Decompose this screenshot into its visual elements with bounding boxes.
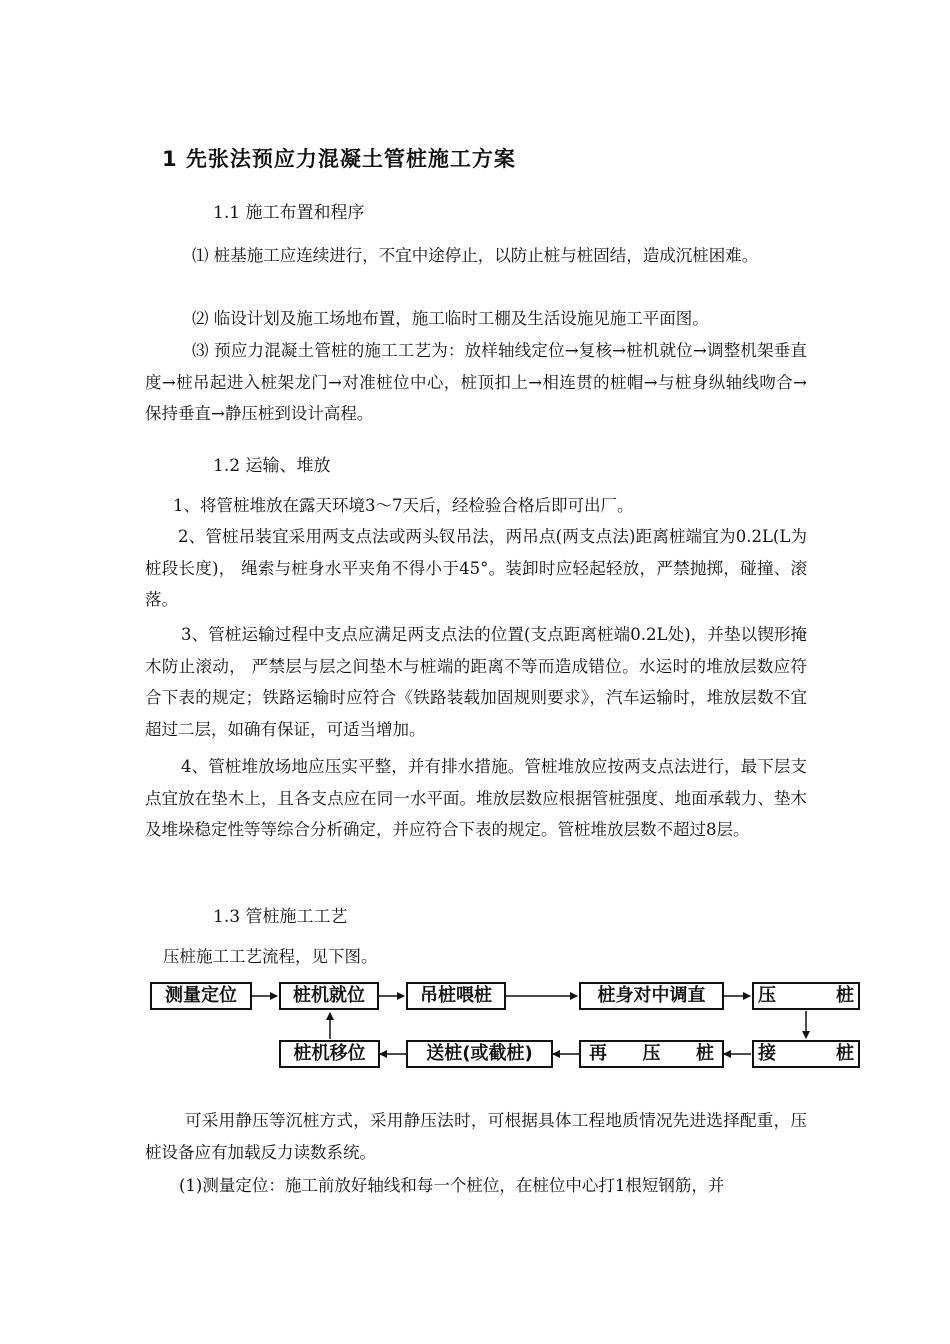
flow-box-label: 再 [589,1043,607,1064]
paragraph-flow-intro: 压桩施工工艺流程，见下图。 [163,947,378,966]
flow-box-press-again [579,1040,724,1068]
flow-box-send-or-cut-pile [406,1040,553,1068]
paragraph-6: 3、管桩运输过程中支点应满足两支点法的位置(支点距离桩端0.2L处)，并垫以锲形掩木防止滚动， 严禁层与层之间垫木与桩端的距离不等而造成错位。水运时的堆放层数应符合下表的规定；铁路运输时应符合《铁路装载加固规则要求》，汽车运输时，堆放层数不宜超过二层，如确有保证，可适当增加。 [145,625,807,739]
section-heading-1-1: 1.1 施工布置和程序 [213,203,365,223]
paragraph-7: 4、管桩堆放场地应压实平整，并有排水措施。管桩堆放应按两支点法进行，最下层支点宜放在垫木上，且各支点应在同一水平面。堆放层数应根据管桩强度、地面承载力、垫木及堆垛稳定性等等综合分析确定，并应符合下表的规定。管桩堆放层数不超过8层。 [145,757,807,839]
flow-box-label: 接 [758,1043,776,1064]
flow-box-label: 吊桩喂桩 [420,985,492,1006]
flow-box-label: 桩身对中调直 [597,985,706,1006]
flow-box-join-pile [752,1040,860,1068]
flow-box-label: 测量定位 [165,985,237,1006]
flow-box-label: 桩 [836,985,854,1006]
flow-box-label: 压 [642,1043,661,1064]
flow-box-measure-position [150,982,252,1010]
flow-box-lift-feed-pile [406,982,506,1010]
flow-box-label: 送桩(或截桩) [426,1043,533,1064]
flow-box-label: 桩 [696,1043,714,1064]
paragraph-2: ⑵ 临设计划及施工场地布置，施工临时工棚及生活设施见施工平面图。 [192,309,709,328]
flow-box-label: 桩机就位 [293,985,365,1006]
flow-box-align-pile-body [579,982,724,1010]
paragraph-4: 1、将管桩堆放在露天环境3～7天后，经检验合格后即可出厂。 [173,496,634,515]
section-heading-1-2: 1.2 运输、堆放 [213,456,331,476]
paragraph-9: 可采用静压等沉桩方式，采用静压法时，可根据具体工程地质情况先进选择配重，压桩设备应有加载反力读数系统。 [145,1111,807,1162]
flow-box-label: 桩 [836,1043,854,1064]
flow-box-pile-machine-in-place [279,982,379,1010]
paragraph-5: 2、管桩吊装宜采用两支点法或两头钗吊法，两吊点(两支点法)距离桩端宜为0.2L(L为桩段长度)， 绳索与桩身水平夹角不得小于45°。装卸时应轻起轻放，严禁抛掷，碰撞、滚落。 [145,527,807,609]
paragraph-10: (1)测量定位：施工前放好轴线和每一个桩位，在桩位中心打1根短钢筋，并 [179,1176,725,1195]
flow-box-label: 桩机移位 [293,1043,366,1064]
flow-box-pile-machine-move [279,1040,380,1068]
section-heading-1-3: 1.3 管桩施工工艺 [213,907,348,927]
flow-box-label: 压 [758,985,776,1006]
paragraph-1: ⑴ 桩基施工应连续进行，不宜中途停止，以防止桩与桩固结，造成沉桩困难。 [192,246,759,265]
paragraph-3: ⑶ 预应力混凝土管桩的施工工艺为：放样轴线定位→复核→桩机就位→调整机架垂直度→桩吊起进入桩架龙门→对准桩位中心，桩顶扣上→相连贯的桩帽→与桩身纵轴线吻合→保持垂直→静压桩到设计高程。 [145,341,807,423]
document-title: 1 先张法预应力混凝土管桩施工方案 [162,147,516,171]
flow-box-press-pile [752,982,860,1010]
